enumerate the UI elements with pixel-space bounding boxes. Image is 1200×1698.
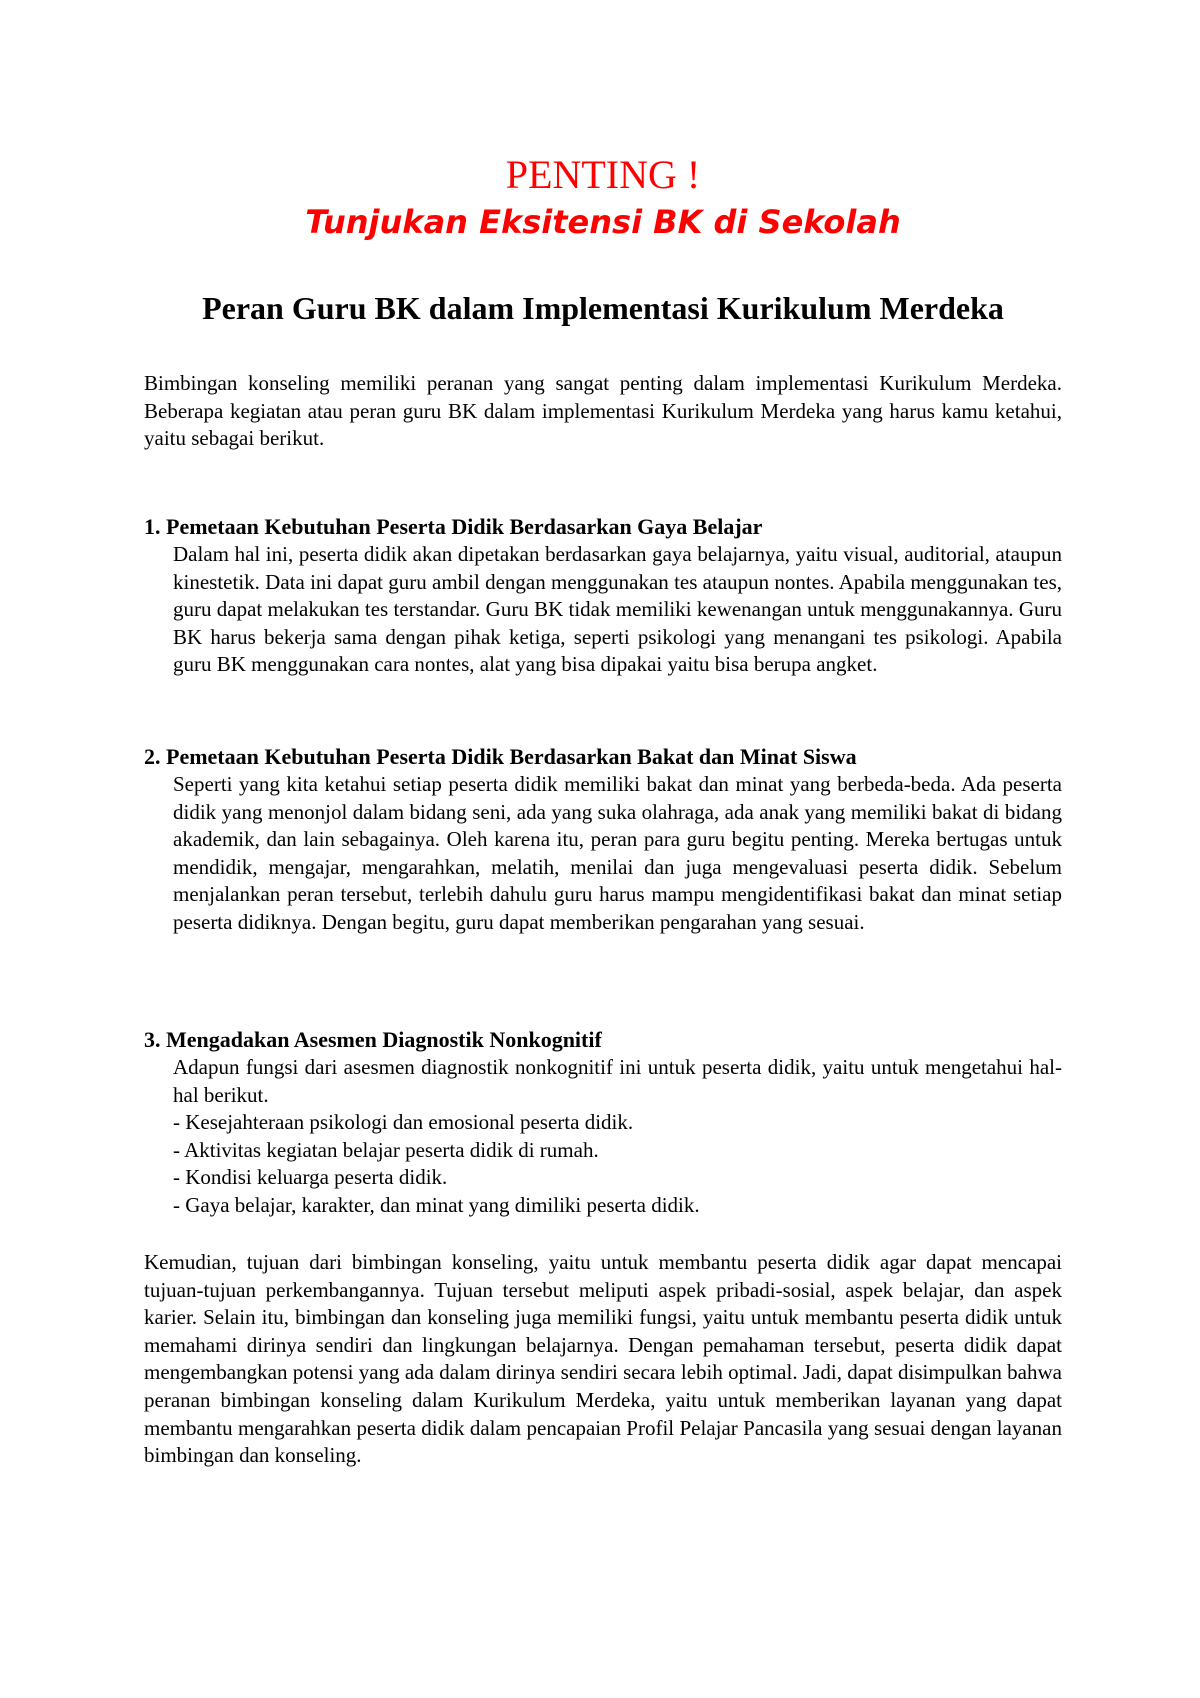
section-2 [144, 743, 1062, 937]
list-item: - Aktivitas kegiatan belajar peserta didik di rumah. [173, 1137, 599, 1162]
section-3-heading: 3. Mengadakan Asesmen Diagnostik Nonkognitif [144, 1027, 602, 1052]
list-item: - Kesejahteraan psikologi dan emosional peserta didik. [173, 1110, 634, 1135]
warning-heading: PENTING ! [505, 152, 701, 197]
section-3-body-block [173, 1054, 1062, 1220]
section-1-heading: 1. Pemetaan Kebutuhan Peserta Didik Berdasarkan Gaya Belajar [144, 514, 763, 539]
list-item: - Kondisi keluarga peserta didik. [173, 1165, 448, 1190]
section-3 [144, 1026, 1062, 1220]
section-2-body: Seperti yang kita ketahui setiap peserta didik memiliki bakat dan minat yang berbeda-beda. Ada peserta didik yang menonjol dalam bidang seni, ada yang suka olahraga, ada anak yang memiliki bakat di bidang akademik, dan lain sebagainya. Oleh karena itu, peran para guru begitu penting. Mereka bertugas untuk mendidik, mengajar, mengarahkan, melatih, menilai dan juga mengevaluasi peserta didik. Sebelum menjalankan peran tersebut, terlebih dahulu guru harus mampu mengidentifikasi bakat dan minat setiap peserta didiknya. Dengan begitu, guru dapat memberikan pengarahan yang sesuai. [173, 772, 1062, 934]
warning-subtitle: Tunjukan Eksitensi BK di Sekolah [305, 203, 901, 241]
section-1-body: Dalam hal ini, peserta didik akan dipetakan berdasarkan gaya belajarnya, yaitu visual, auditorial, ataupun kinestetik. Data ini dapat guru ambil dengan menggunakan tes ataupun nontes. Apabila menggunakan tes, guru dapat melakukan tes terstandar. Guru BK tidak memiliki kewenangan untuk menggunakannya. Guru BK harus bekerja sama dengan pihak ketiga, seperti psikologi yang menangani tes psikologi. Apabila guru BK menggunakan cara nontes, alat yang bisa dipakai yaitu bisa berupa angket. [173, 542, 1062, 677]
section-2-heading: 2. Pemetaan Kebutuhan Peserta Didik Berdasarkan Bakat dan Minat Siswa [144, 744, 857, 769]
section-1 [144, 513, 1062, 679]
list-item: - Gaya belajar, karakter, dan minat yang dimiliki peserta didik. [173, 1192, 700, 1217]
document-title: Peran Guru BK dalam Implementasi Kurikulum Merdeka [202, 290, 1004, 326]
section-3-body: Adapun fungsi dari asesmen diagnostik nonkognitif ini untuk peserta didik, yaitu untuk mengetahui hal-hal berikut. [173, 1055, 1062, 1107]
closing-paragraph: Kemudian, tujuan dari bimbingan konseling, yaitu untuk membantu peserta didik agar dapat mencapai tujuan-tujuan perkembangannya. Tujuan tersebut meliputi aspek pribadi-sosial, aspek belajar, dan aspek karier. Selain itu, bimbingan dan konseling juga memiliki fungsi, yaitu untuk membantu peserta didik untuk memahami dirinya sendiri dan lingkungan belajarnya. Dengan pemahaman tersebut, peserta didik dapat mengembangkan potensi yang ada dalam dirinya sendiri secara lebih optimal. Jadi, dapat disimpulkan bahwa peranan bimbingan konseling dalam Kurikulum Merdeka, yaitu untuk memberikan layanan yang dapat membantu mengarahkan peserta didik dalam pencapaian Profil Pelajar Pancasila yang sesuai dengan layanan bimbingan dan konseling. [144, 1250, 1062, 1468]
intro-paragraph: Bimbingan konseling memiliki peranan yang sangat penting dalam implementasi Kurikulum Merdeka. Beberapa kegiatan atau peran guru BK dalam implementasi Kurikulum Merdeka yang harus kamu ketahui, yaitu sebagai berikut. [144, 371, 1062, 451]
